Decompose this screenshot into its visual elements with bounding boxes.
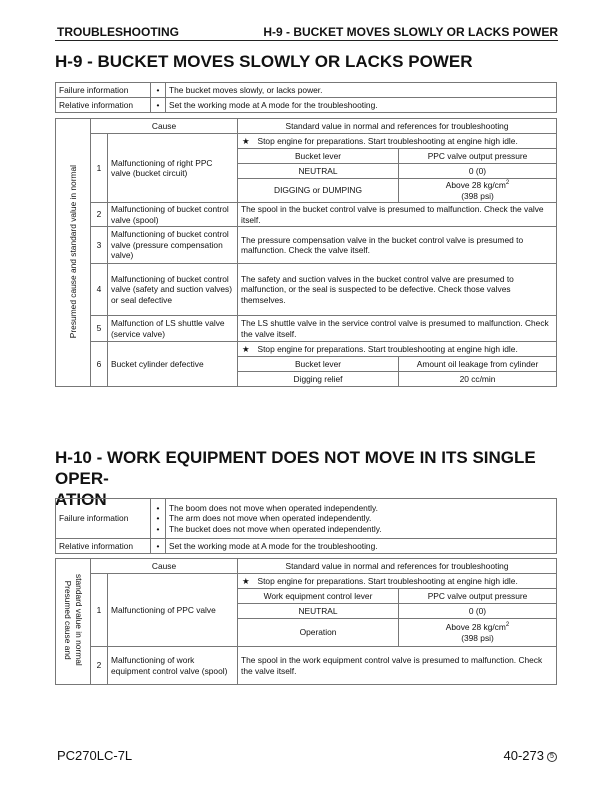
- sub-cell: Above 28 $kg/cm^2$ (398 psi): [399, 619, 557, 647]
- col-standard: Standard value in normal and references for troubleshooting: [238, 119, 557, 134]
- row-num: 3: [91, 227, 108, 264]
- relative-label: Relative information: [56, 539, 151, 554]
- revision-mark: 5: [547, 752, 557, 762]
- bullets: • • •: [151, 499, 166, 539]
- sub-cell: Above 28 $kg/cm^2$ (398 psi): [399, 179, 557, 203]
- header-section: TROUBLESHOOTING: [57, 25, 179, 39]
- star-note: ★ Stop engine for preparations. Start troubleshooting at engine high idle.: [238, 134, 557, 149]
- sub-cell: DIGGING or DUMPING: [238, 179, 399, 203]
- bullet: •: [151, 98, 166, 113]
- relative-item: Set the working mode at A mode for the troubleshooting.: [166, 539, 557, 554]
- bullet: •: [151, 83, 166, 98]
- col-standard: Standard value in normal and references for troubleshooting: [238, 559, 557, 574]
- row-num: 6: [91, 342, 108, 387]
- row-text: The pressure compensation valve in the bucket control valve is presumed to malfunction. Check the valve itself.: [238, 227, 557, 264]
- row-num: 1: [91, 134, 108, 203]
- side-label: Presumed cause and standard value in normal: [56, 119, 91, 387]
- section-title-h10: H-10 - WORK EQUIPMENT DOES NOT MOVE IN ITS SINGLE OPER- ATION: [55, 448, 536, 509]
- row-num: 5: [91, 316, 108, 342]
- row-cause: Malfunctioning of bucket control valve (safety and suction valves) or seal defective: [108, 264, 238, 316]
- sub-cell: 0 (0): [399, 164, 557, 179]
- failure-item: The bucket moves slowly, or lacks power.: [166, 83, 557, 98]
- sub-cell: 0 (0): [399, 604, 557, 619]
- star-note: ★ Stop engine for preparations. Start troubleshooting at engine high idle.: [238, 342, 557, 357]
- sub-header: Bucket lever: [238, 149, 399, 164]
- row-text: The safety and suction valves in the bucket control valve are presumed to malfunction, or the seal is suspected to be defective. Check those valves themselves.: [238, 264, 557, 316]
- row-cause: Bucket cylinder defective: [108, 342, 238, 387]
- row-cause: Malfunctioning of bucket control valve (pressure compensation valve): [108, 227, 238, 264]
- relative-item: Set the working mode at A mode for the troubleshooting.: [166, 98, 557, 113]
- failure-label: Failure information: [56, 499, 151, 539]
- sub-header: Bucket lever: [238, 357, 399, 372]
- relative-label: Relative information: [56, 98, 151, 113]
- row-text: The spool in the bucket control valve is presumed to malfunction. Check the valve itself.: [238, 203, 557, 227]
- star-icon: ★: [242, 343, 250, 354]
- failure-label: Failure information: [56, 83, 151, 98]
- row-num: 2: [91, 203, 108, 227]
- row-cause: Malfunction of LS shuttle valve (service valve): [108, 316, 238, 342]
- row-cause: Malfunctioning of bucket control valve (spool): [108, 203, 238, 227]
- col-cause: Cause: [91, 559, 238, 574]
- cause-table-h10: [55, 558, 557, 685]
- info-table-h10: [55, 498, 557, 554]
- star-icon: ★: [242, 135, 250, 146]
- footer-page: 40-273 5: [504, 748, 557, 763]
- sub-header: PPC valve output pressure: [399, 149, 557, 164]
- sub-cell: Digging relief: [238, 372, 399, 387]
- star-icon: ★: [242, 575, 250, 586]
- sub-cell: NEUTRAL: [238, 604, 399, 619]
- section-title-h9: H-9 - BUCKET MOVES SLOWLY OR LACKS POWER: [55, 52, 473, 71]
- row-num: 1: [91, 574, 108, 647]
- sub-header: PPC valve output pressure: [399, 589, 557, 604]
- row-cause: Malfunctioning of work equipment control valve (spool): [108, 647, 238, 685]
- header-topic: H-9 - BUCKET MOVES SLOWLY OR LACKS POWER: [263, 25, 558, 39]
- info-table-h9: [55, 82, 557, 113]
- row-cause: Malfunctioning of PPC valve: [108, 574, 238, 647]
- sub-header: Work equipment control lever: [238, 589, 399, 604]
- row-text: The spool in the work equipment control valve is presumed to malfunction. Check the valve itself.: [238, 647, 557, 685]
- footer-model: PC270LC-7L: [57, 748, 133, 763]
- bullet: •: [151, 539, 166, 554]
- failure-items: The boom does not move when operated independently. The arm does not move when operated independently. The bucket does not move when operated independently.: [166, 499, 557, 539]
- row-cause: Malfunctioning of right PPC valve (bucket circuit): [108, 134, 238, 203]
- star-note: ★ Stop engine for preparations. Start troubleshooting at engine high idle.: [238, 574, 557, 589]
- cause-table-h9: [55, 118, 557, 387]
- side-label: Presumed cause and standard value in normal: [56, 559, 91, 685]
- sub-cell: Operation: [238, 619, 399, 647]
- sub-header: Amount oil leakage from cylinder: [399, 357, 557, 372]
- row-num: 2: [91, 647, 108, 685]
- row-num: 4: [91, 264, 108, 316]
- sub-cell: 20 cc/min: [399, 372, 557, 387]
- col-cause: Cause: [91, 119, 238, 134]
- row-text: The LS shuttle valve in the service control valve is presumed to malfunction. Check the valve itself.: [238, 316, 557, 342]
- header-divider: [55, 40, 558, 41]
- sub-cell: NEUTRAL: [238, 164, 399, 179]
